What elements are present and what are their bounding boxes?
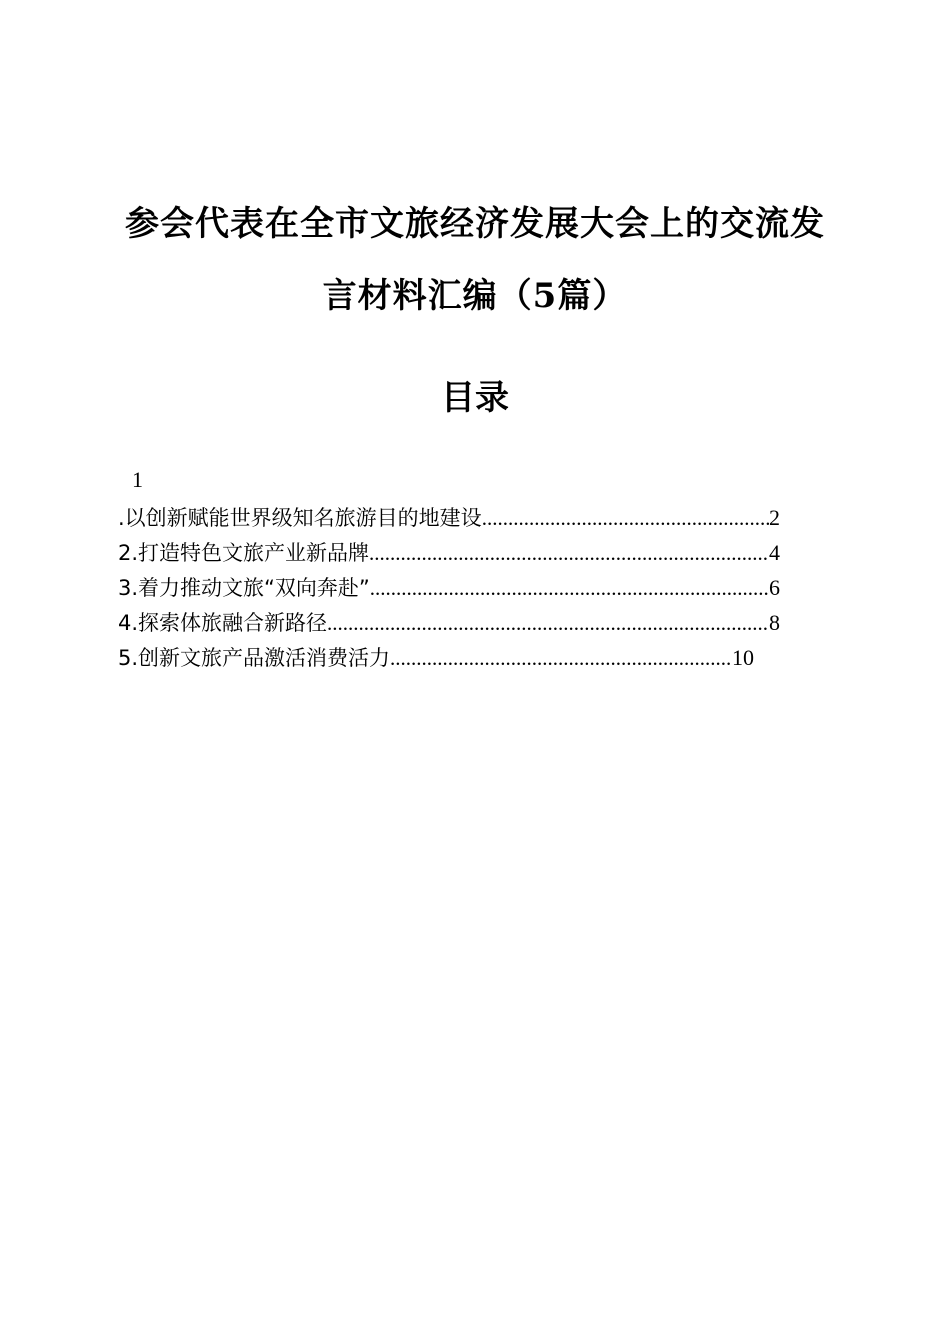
toc-first-entry-number: 1 [132,467,143,492]
toc-entry[interactable] [118,640,754,675]
document-title-line-1: 参会代表在全市文旅经济发展大会上的交流发 [125,204,825,244]
toc-entry-page: 2 [769,505,780,530]
toc-entry[interactable] [118,500,780,535]
document-title-line-2: 言材料汇编（5篇） [322,276,628,316]
toc-entry-label: 5.创新文旅产品激活消费活力 [118,646,391,670]
toc-entry[interactable] [118,535,780,570]
table-of-contents [118,500,780,675]
toc-leader-dots [482,501,769,536]
toc-entry-label: .以创新赋能世界级知名旅游目的地建设 [118,506,482,530]
toc-entry[interactable] [118,605,780,640]
toc-leader-dots [390,641,732,676]
toc-entry-page: 8 [769,610,780,635]
toc-entry-page: 4 [769,540,780,565]
toc-leader-dots [369,536,769,571]
toc-entry-label: 3.着力推动文旅“双向奔赴” [118,576,370,600]
toc-entry-page: 6 [769,575,780,600]
toc-entry-page: 10 [732,645,754,670]
toc-leader-dots [370,571,769,606]
toc-entry-label: 4.探索体旅融合新路径 [118,611,328,635]
toc-heading: 目录 [441,378,509,418]
toc-entry-label: 2.打造特色文旅产业新品牌 [118,541,370,565]
toc-leader-dots [327,606,769,641]
toc-entry[interactable] [118,570,780,605]
